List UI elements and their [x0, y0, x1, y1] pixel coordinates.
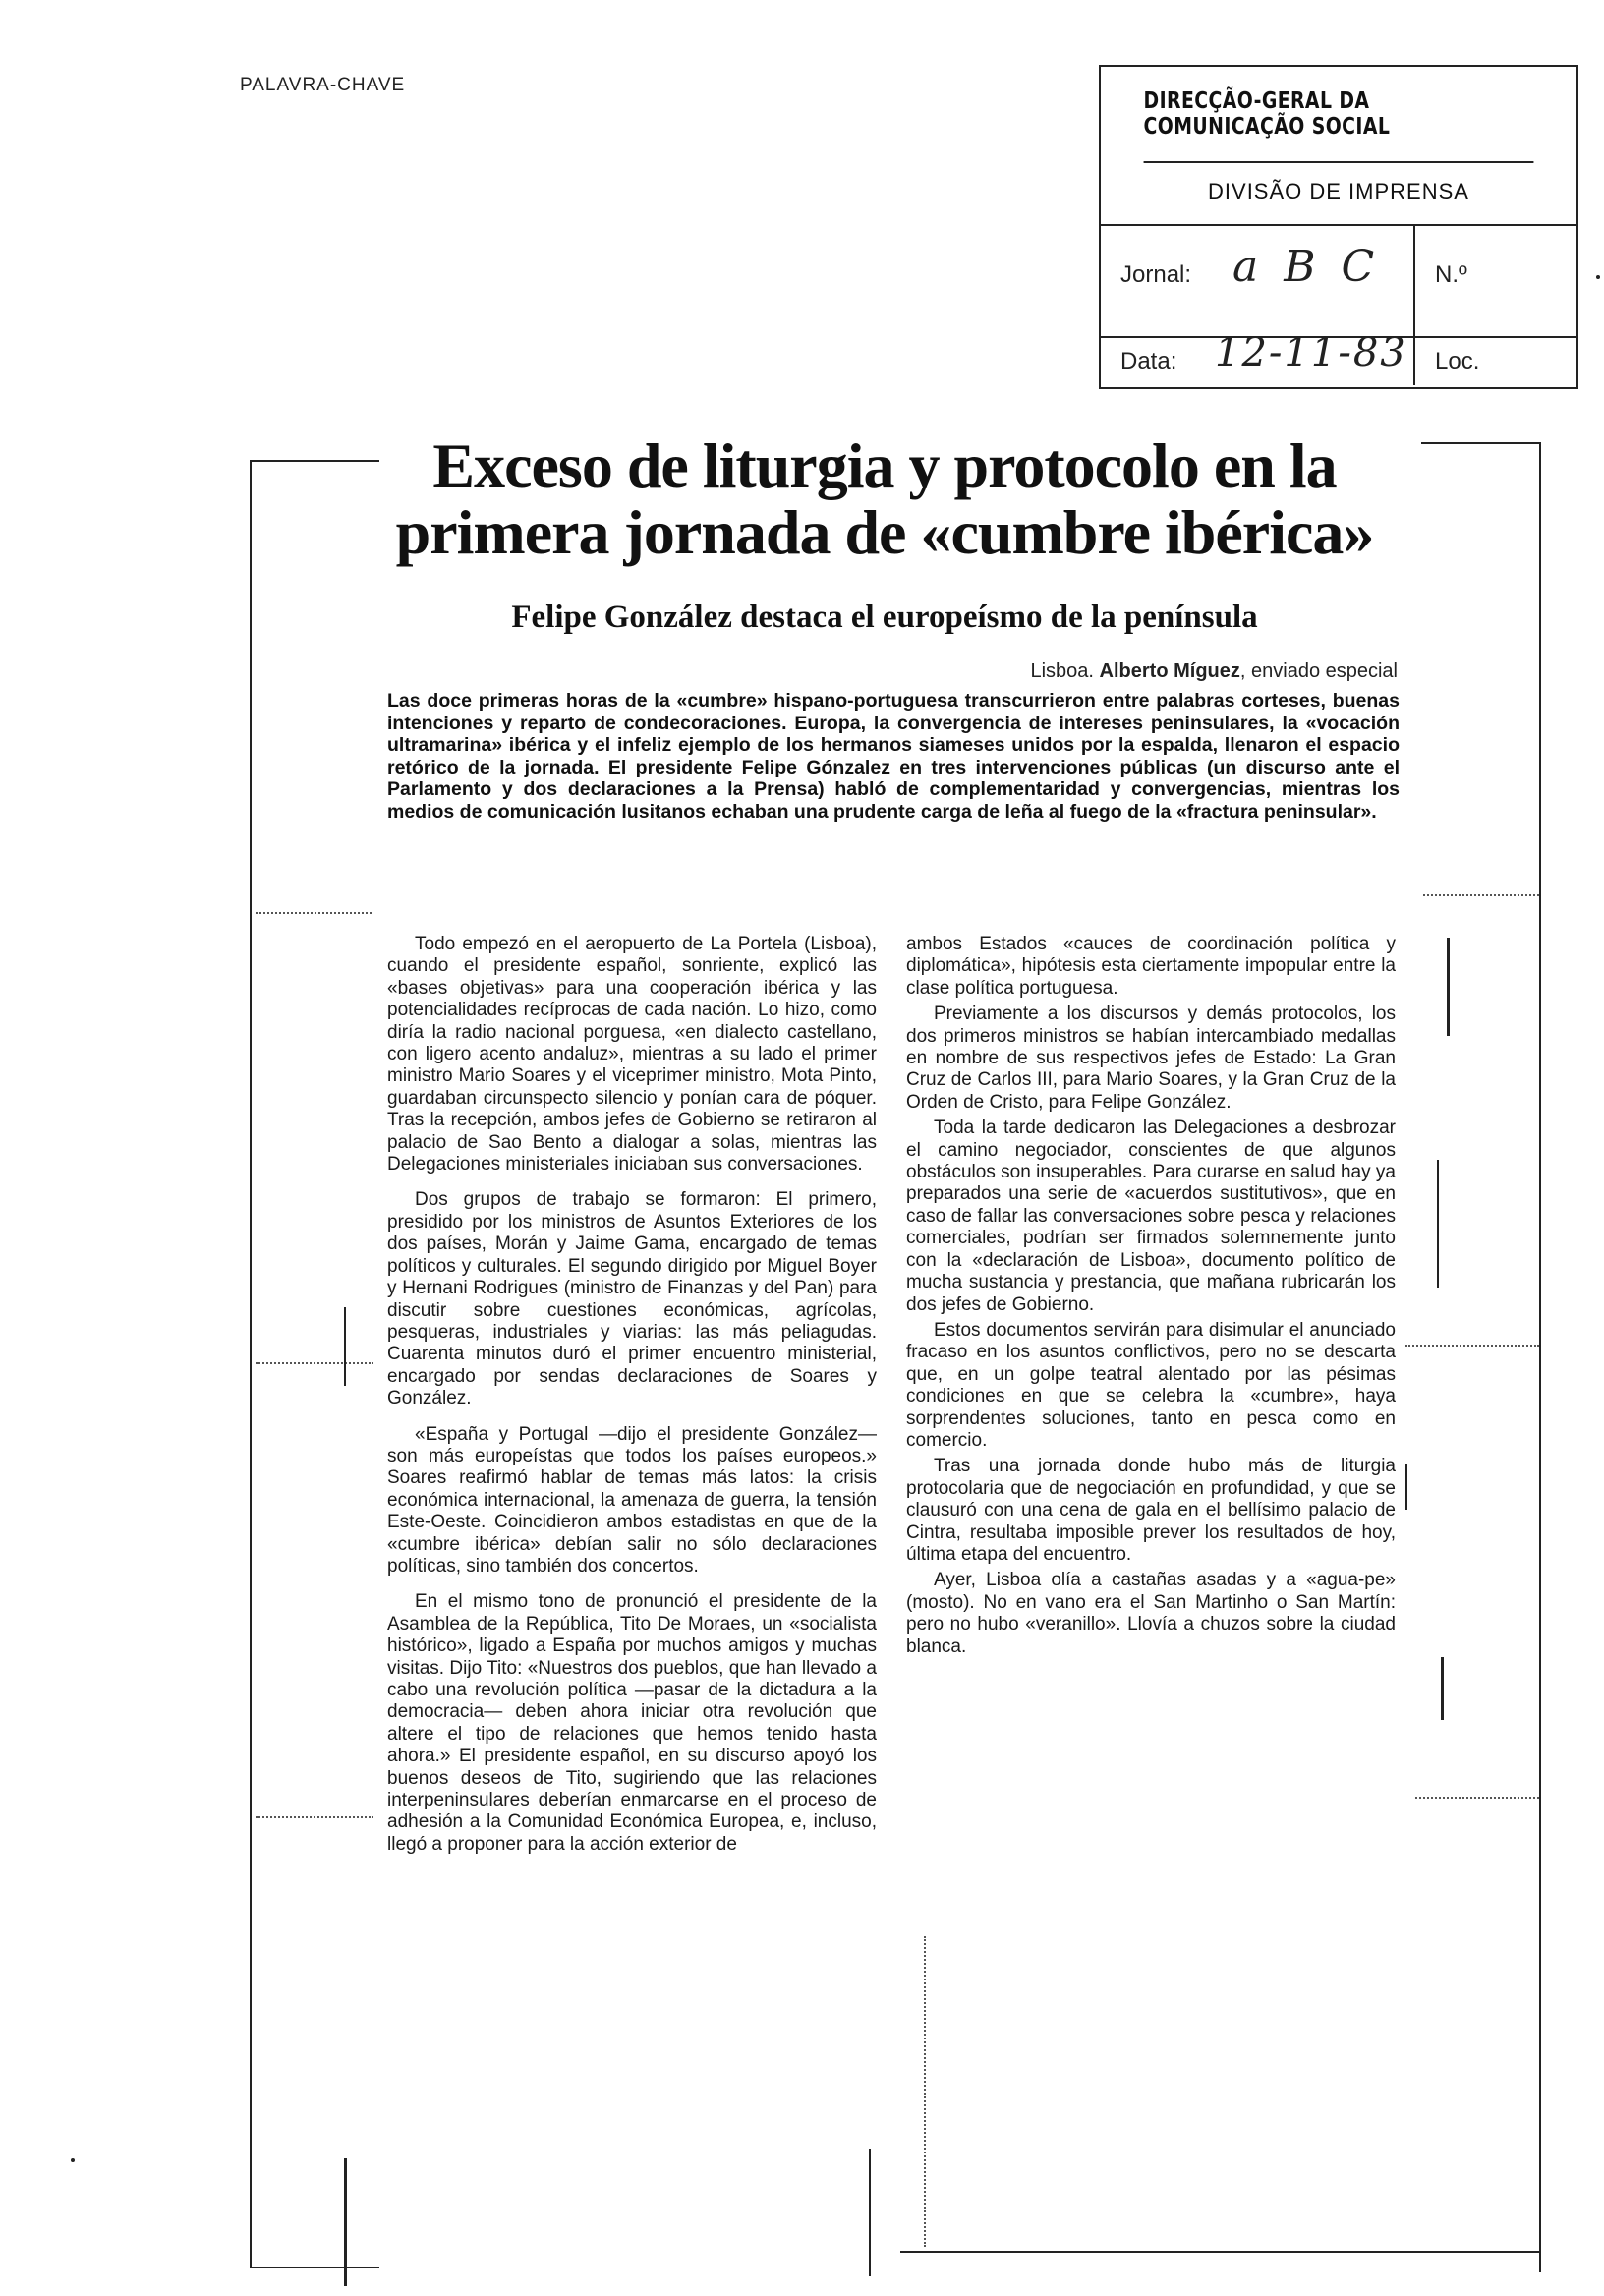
article-left-column: [387, 934, 877, 2296]
article-subheadline: Felipe González destaca el europeísmo de la península: [511, 600, 1258, 635]
stamp-divider: [1413, 224, 1415, 334]
body-paragraph: Ayer, Lisboa olía a castañas asadas y a «agua-pe» (mosto). No en vano era el San Martinho o San Martín: pero no hubo «veranillo». Llovía a chuzos sobre la ciudad blanca.: [906, 1570, 1396, 1657]
margin-mark: [344, 2158, 347, 2286]
cut-mark: [256, 1816, 373, 1818]
stamp-division-row: [1101, 161, 1576, 226]
body-paragraph: ambos Estados «cauces de coordinación política y diplomática», hipótesis esta ciertamente impopular entre la clase política portuguesa.: [906, 934, 1396, 999]
stamp-organization: DIRECÇÃO-GERAL DA COMUNICAÇÃO SOCIAL: [1144, 67, 1534, 163]
body-paragraph: Previamente a los discursos y demás protocolos, los dos primeros ministros se habían intercambiado medallas en nombre de sus respectivos jefes de Estado: La Gran Cruz de Carlos III, para Mario Soares, y la Gran Cruz de la Orden de Cristo, para Felipe González.: [906, 1004, 1396, 1113]
cut-mark: [1405, 1345, 1539, 1347]
cut-mark: [1423, 894, 1539, 896]
stamp-divider: [1413, 326, 1415, 385]
margin-mark: [869, 2149, 871, 2276]
article-right-column: [906, 934, 1396, 1662]
stamp-date-label: Data:: [1120, 348, 1177, 374]
stamp-number-label: N.º: [1435, 261, 1467, 288]
stamp-journal-label: Jornal:: [1120, 261, 1192, 288]
clipping-frame-bottom-left: [250, 2267, 379, 2268]
byline-place: Lisboa.: [1030, 660, 1094, 682]
body-paragraph: Todo empezó en el aeropuerto de La Portela (Lisboa), cuando el presidente español, sonriente, explicó las «bases objetivas» para una cooperación ibérica y las potencialidades recíprocas de cada nación. Lo hizo, como diría la radio nacional porguesa, «en dialecto castellano, con ligero acento andaluz», mientras a su lado el primer ministro Mario Soares y el viceprimer ministro, Mota Pinto, guardaban circunspecto silencio y ponían cara de póquer. Tras la recepción, ambos jefes de Gobierno se retiraron al palacio de Sao Bento a dialogar a solas, mientras las Delegaciones ministeriales iniciaban sus conversaciones.: [387, 934, 877, 1176]
cut-mark: [256, 912, 372, 914]
stamp-journal-value: a B C: [1232, 242, 1381, 292]
stamp-date-row: [1101, 330, 1576, 389]
stamp-location-label: Loc.: [1435, 348, 1480, 374]
article-headline: Exceso de liturgia y protocolo en la primera jornada de «cumbre ibérica»: [395, 430, 1374, 567]
body-paragraph: Estos documentos servirán para disimular el anunciado fracaso en los asuntos conflictivos, pero no se descarta que, en un golpe teatral alentado por las pésimas condiciones en que se celebra la «cumbre», haya sorprendentes soluciones, tanto en pesca como en comercio.: [906, 1319, 1396, 1451]
archive-stamp: [1099, 65, 1578, 389]
clipping-frame-left: [250, 460, 252, 2268]
cut-mark: [256, 1362, 373, 1364]
clipping-frame-bottom-right: [900, 2251, 1541, 2253]
margin-mark: [1405, 1464, 1407, 1510]
stamp-date-value: 12-11-83: [1215, 330, 1407, 375]
clipping-frame-top-right: [1421, 442, 1541, 444]
margin-mark: [344, 1307, 346, 1386]
body-paragraph: «España y Portugal —dijo el presidente González— son más europeístas que todos los países europeos.» Soares reafirmó hablar de temas más latos: la crisis económica internacional, la amenaza de guerra, la tensión Este-Oeste. Coincidieron ambos estadistas en que de la «cumbre ibérica» debían salir no sólo declaraciones políticas, sino también dos concertos.: [387, 1423, 877, 1577]
margin-mark: [1441, 1657, 1444, 1720]
stamp-division: DIVISÃO DE IMPRENSA: [1208, 179, 1469, 203]
cut-mark: [924, 1936, 926, 2247]
body-paragraph: Dos grupos de trabajo se formaron: El primero, presidido por los ministros de Asuntos Exteriores de los dos países, Morán y Jaime Gama, encargado de temas políticos y culturales. El segundo dirigido por Miguel Boyer y Hernani Rodrigues (ministro de Finanzas y del Pan) para discutir sobre cuestiones económicas, agrícolas, pesqueras, industriales y viarias: las más peliagudas. Cuarenta minutos duró el primer encuentro ministerial, encargado por sendas declaraciones de Soares y González.: [387, 1189, 877, 1409]
cut-mark: [1415, 1797, 1539, 1799]
margin-mark: [1437, 1160, 1439, 1288]
byline-author: Alberto Míguez: [1099, 660, 1240, 682]
byline-role: , enviado especial: [1239, 660, 1398, 682]
stamp-journal-row: [1101, 224, 1576, 338]
body-paragraph: Toda la tarde dedicaron las Delegaciones a desbrozar el camino negociador, conscientes de que algunos obstáculos son insuperables. Para curarse en salud hay ya preparados una serie de «acuerdos sustitutivos», que en caso de fallar las conversaciones sobre pesca y relaciones comerciales, podrían ser firmados solemnemente junto con la «declaración de Lisboa», documento político de mucha sustancia y prestancia, que mañana rubricarán los dos jefes de Gobierno.: [906, 1118, 1396, 1315]
speck: [1596, 275, 1600, 279]
clipping-frame-right: [1539, 442, 1541, 2272]
speck: [71, 2158, 75, 2162]
body-paragraph: Tras una jornada donde hubo más de liturgia protocolaria que de negociación en profundidad, y que se clausuró con una cena de gala en el bellísimo palacio de Cintra, resultaba imposible prever los resultados de hoy, última etapa del encuentro.: [906, 1456, 1396, 1565]
clipping-frame-top-left: [250, 460, 379, 462]
keyword-label: PALAVRA-CHAVE: [240, 75, 406, 95]
body-paragraph: En el mismo tono de pronunció el presidente de la Asamblea de la República, Tito De Moraes, un «socialista histórico», ligado a España por muchos amigos y muchas visitas. Dijo Tito: «Nuestros dos pueblos, que han llevado a cabo una revolución política —pasar de la dictadura a la democracia— deben ahora iniciar otra revolución que altere el tipo de relaciones que hemos tenido hasta ahora.» El presidente español, en su discurso apoyó los buenos deseos de Tito, sugiriendo que las relaciones interpeninsulares deberían enmarcarse en el proceso de adhesión a la Comunidad Económica Europea, e, incluso, llegó a proponer para la acción exterior de: [387, 1591, 877, 1855]
margin-mark: [1447, 938, 1450, 1036]
article-lead: Las doce primeras horas de la «cumbre» hispano-portuguesa transcurrieron entre palabras corteses, buenas intenciones y reparto de condecoraciones. Europa, la convergencia de intereses peninsulares, la «vocación ultramarina» ibérica y el infeliz ejemplo de los hermanos siameses unidos por la espalda, llenaron el espacio retórico de la jornada. El presidente Felipe Gónzalez en tres intervenciones públicas (un discurso ante el Parlamento y dos declaraciones a la Prensa) habló de complementaridad y convergencias, mientras los medios de comunicación lusitanos echaban una prudente carga de leña al fuego de la «fractura peninsular».: [387, 690, 1400, 823]
article-byline: [1030, 660, 1398, 683]
